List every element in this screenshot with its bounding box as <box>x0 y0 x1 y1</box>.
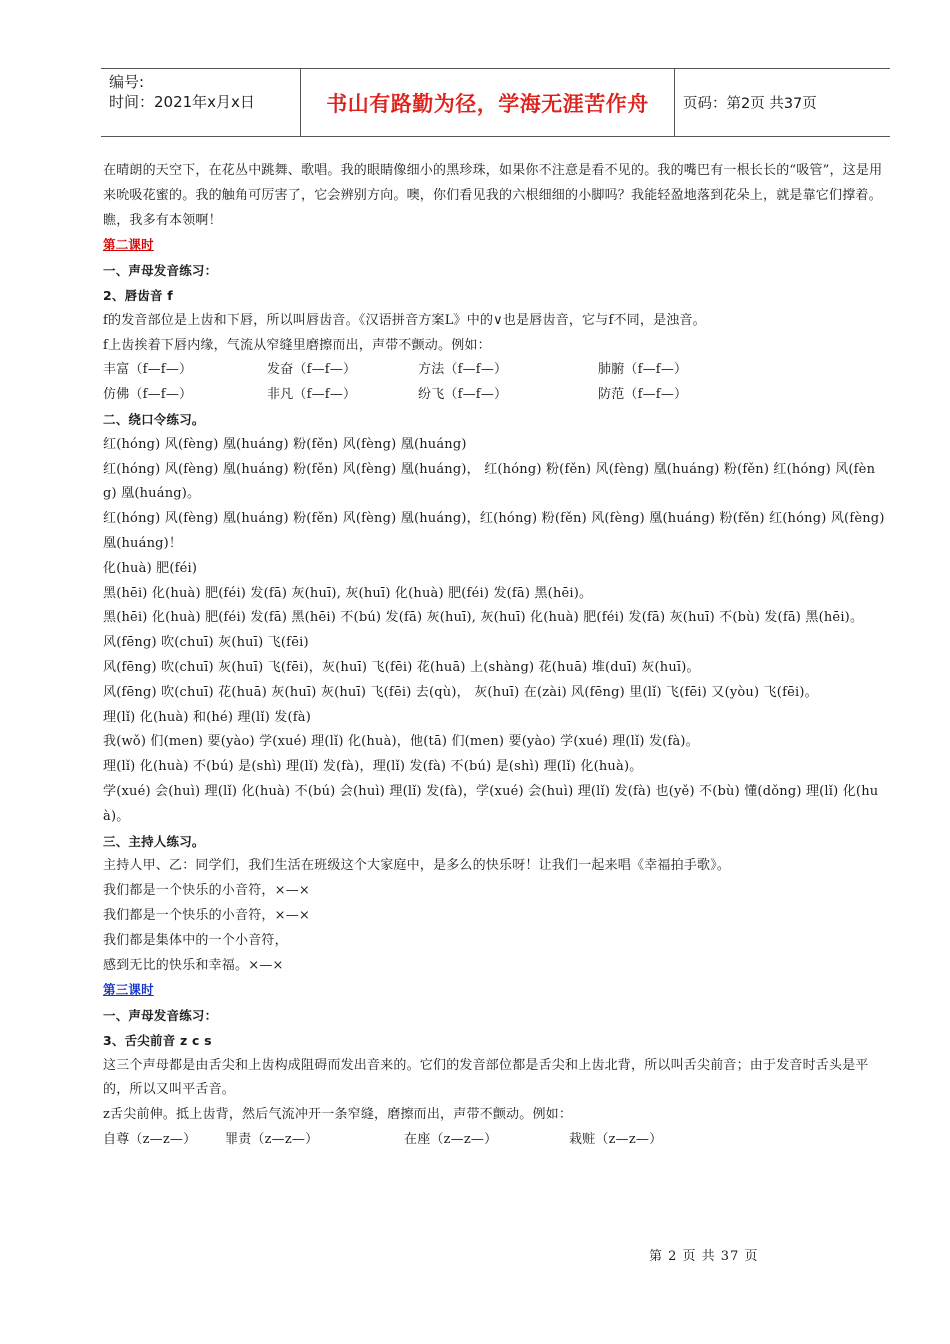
f-words-row-2 <box>103 383 885 408</box>
lesson-3-title: 第三课时 <box>103 982 154 998</box>
header-motto-cell <box>301 69 675 136</box>
l2-section-3-heading: 三、主持人练习。 <box>103 833 205 849</box>
header-page-info-cell <box>675 69 890 136</box>
word-example: 纷飞（f—f—） <box>418 387 508 403</box>
l2-description-1: f的发音部位是上齿和下唇，所以叫唇齿音。《汉语拼音方案L》中的∨也是唇齿音，它与f不同，是浊音。 <box>103 312 706 328</box>
l2-section-2-heading: 二、绕口令练习。 <box>103 411 205 427</box>
tongue-twister-line: 理(lǐ) 化(huà) 和(hé) 理(lǐ) 发(fà) <box>103 709 312 725</box>
word-example: 非凡（f—f—） <box>267 387 357 403</box>
l2-sub-heading: 2、唇齿音 f <box>103 287 173 303</box>
document-body <box>103 159 889 1153</box>
z-words-row <box>103 1128 885 1153</box>
tongue-twister-line: 黑(hēi) 化(huà) 肥(féi) 发(fā) 灰(huī), 灰(huī) 化(huà) 肥(féi) 发(fā) 黑(hēi)。 <box>103 585 593 601</box>
l2-section-1-heading: 一、声母发音练习： <box>103 263 218 279</box>
l3-description-2: z舌尖前伸。抵上齿背，然后气流冲开一条窄缝，磨擦而出，声带不颤动。例如： <box>103 1107 573 1123</box>
document-time: 时间：2021年x月x日 <box>109 93 255 111</box>
header-meta <box>101 69 301 136</box>
word-example: 防范（f—f—） <box>598 387 688 403</box>
tongue-twister-line: 风(fēng) 吹(chuī) 灰(huī) 飞(fēi)，灰(huī) 飞(fēi) 花(huā) 上(shàng) 花(huā) 堆(duī) 灰(huī)。 <box>103 659 700 675</box>
word-example: 发奋（f—f—） <box>267 362 357 378</box>
tongue-twister-line: 红(hóng) 风(fèng) 凰(huáng) 粉(fěn) 风(fèng) 凰(huáng) <box>103 436 467 452</box>
tongue-twister-line: 黑(hēi) 化(huà) 肥(féi) 发(fā) 黑(hēi) 不(bú) 发(fā) 灰(huī), 灰(huī) 化(huà) 肥(féi) 发(fā) 灰(huī) 不(bù) 发(fā) 黑(hēi)。 <box>103 610 864 626</box>
word-example: 仿佛（f—f—） <box>103 387 193 403</box>
page-header <box>101 68 890 137</box>
l3-description-1: 这三个声母都是由舌尖和上齿构成阻碍而发出音来的。它们的发音部位都是舌尖和上齿北背，所以叫舌尖前音；由于发音时舌头是平的，所以又叫平舌音。 <box>103 1057 869 1098</box>
host-line: 感到无比的快乐和幸福。×—× <box>103 957 284 973</box>
f-words-row-1 <box>103 358 885 383</box>
word-example: 丰富（f—f—） <box>103 362 193 378</box>
l3-section-1-heading: 一、声母发音练习： <box>103 1008 218 1024</box>
word-example: 在座（z—z—） <box>404 1132 498 1148</box>
page-footer: 第 2 页 共 37 页 <box>649 1249 759 1264</box>
l3-sub-heading: 3、舌尖前音 z c s <box>103 1032 212 1048</box>
word-example: 栽赃（z—z—） <box>569 1132 663 1148</box>
word-example: 自尊（z—z—） <box>103 1132 197 1148</box>
tongue-twister-line: 理(lǐ) 化(huà) 不(bú) 是(shì) 理(lǐ) 发(fà)，理(lǐ) 发(fà) 不(bú) 是(shì) 理(lǐ) 化(huà)。 <box>103 759 643 775</box>
tongue-twister-line: 学(xué) 会(huì) 理(lǐ) 化(huà) 不(bú) 会(huì) 理(lǐ) 发(fà)，学(xué) 会(huì) 理(lǐ) 发(fà) 也(yě) 不(bù) 懂(dǒng) 理(lǐ) 化(huà)。 <box>103 783 879 824</box>
lesson-2-title: 第二课时 <box>103 237 154 253</box>
l2-description-2: f上齿挨着下唇内缘，气流从窄缝里磨擦而出，声带不颤动。例如： <box>103 337 491 353</box>
word-example: 肺腑（f—f—） <box>598 362 688 378</box>
tongue-twister-line: 风(fēng) 吹(chuī) 灰(huī) 飞(fēi) <box>103 635 309 651</box>
word-example: 方法（f—f—） <box>418 362 508 378</box>
host-line: 我们都是一个快乐的小音符，×—× <box>103 907 310 923</box>
header-motto: 书山有路勤为径，学海无涯苦作舟 <box>326 91 649 116</box>
document-number-label: 编号: <box>109 73 145 91</box>
intro-paragraph: 在晴朗的天空下，在花丛中跳舞、歌唱。我的眼睛像细小的黑珍珠，如果你不注意是看不见的。我的嘴巴有一根长长的“吸管”，这是用来吮吸花蜜的。我的触角可厉害了，它会辨别方向。噢，你们看见我的六根细细的小脚吗？我能轻盈地落到花朵上，就是靠它们撑着。瞧，我多有本领啊！ <box>103 163 883 228</box>
host-line: 我们都是集体中的一个小音符， <box>103 932 288 948</box>
header-page-info: 页码：第2页 共37页 <box>683 96 817 112</box>
tongue-twister-line: 我(wǒ) 们(men) 要(yào) 学(xué) 理(lǐ) 化(huà)，他(tā) 们(men) 要(yào) 学(xué) 理(lǐ) 发(fà)。 <box>103 734 699 750</box>
host-line: 主持人甲、乙：同学们，我们生活在班级这个大家庭中，是多么的快乐呀！让我们一起来唱《幸福拍手歌》。 <box>103 858 731 874</box>
tongue-twister-line: 风(fēng) 吹(chuī) 花(huā) 灰(huī) 灰(huī) 飞(fēi) 去(qù)， 灰(huī) 在(zài) 风(fēng) 里(lǐ) 飞(fēi) 又(yòu) 飞(fēi)。 <box>103 684 818 700</box>
tongue-twister-line: 红(hóng) 风(fèng) 凰(huáng) 粉(fěn) 风(fèng) 凰(huáng)，红(hóng) 粉(fěn) 风(fèng) 凰(huáng) 粉(fěn) 红(hóng) 风(fèng) 凰(huáng)！ <box>103 511 889 551</box>
tongue-twister-line: 红(hóng) 风(fèng) 凰(huáng) 粉(fěn) 风(fèng) 凰(huáng)， 红(hóng) 粉(fěn) 风(fèng) 凰(huáng) 粉(fěn) 红(hóng) 风(fèng) 凰(huáng)。 <box>103 461 876 502</box>
word-example: 罪责（z—z—） <box>225 1132 319 1148</box>
host-line: 我们都是一个快乐的小音符，×—× <box>103 883 310 899</box>
tongue-twister-line: 化(huà) 肥(féi) <box>103 560 198 576</box>
